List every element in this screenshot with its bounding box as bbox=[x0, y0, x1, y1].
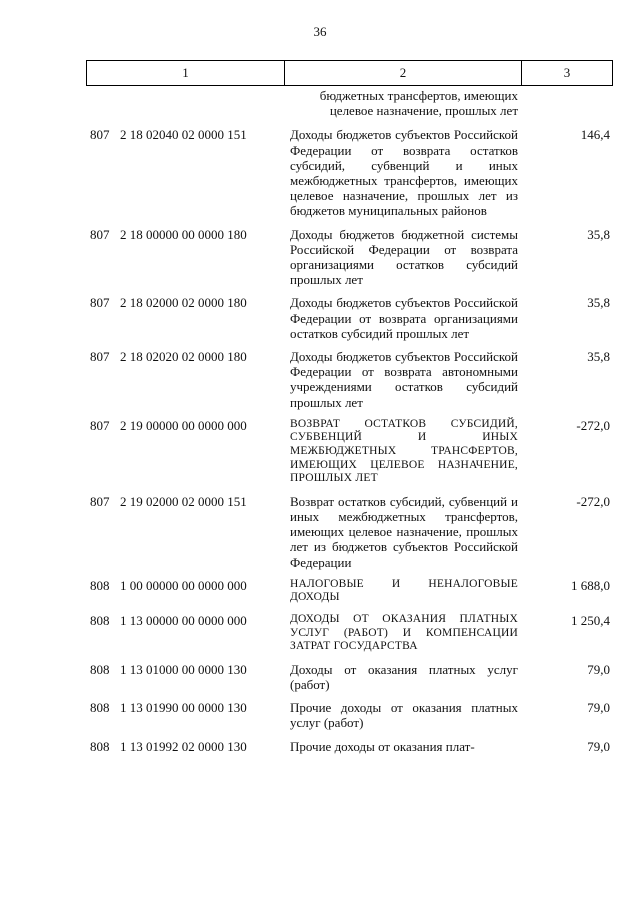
table-header bbox=[86, 60, 613, 86]
table-row bbox=[0, 494, 640, 570]
admin-code: 807 bbox=[90, 295, 110, 311]
header-col-1: 1 bbox=[87, 61, 285, 85]
row-value: 35,8 bbox=[587, 349, 610, 365]
row-name: Доходы бюджетов субъектов Российской Федерации от возврата остатков субсидий, субвенций и иных межбюджетных трансфертов, имеющих целевое назначение, прошлых лет из бюджетов муниципальных районов bbox=[290, 127, 518, 219]
admin-code: 808 bbox=[90, 700, 110, 716]
row-value: 35,8 bbox=[587, 295, 610, 311]
row-value: 79,0 bbox=[587, 738, 610, 754]
table-row bbox=[0, 613, 640, 654]
row-value: 1 688,0 bbox=[571, 577, 610, 593]
admin-code: 808 bbox=[90, 613, 110, 629]
admin-code: 807 bbox=[90, 417, 110, 433]
row-name: ВОЗВРАТ ОСТАТКОВ СУБСИДИЙ, СУБВЕНЦИЙ И ИНЫХ МЕЖБЮДЖЕТНЫХ ТРАНСФЕРТОВ, ИМЕЮЩИХ ЦЕЛЕВОЕ НАЗНАЧЕНИЕ, ПРОШЛЫХ ЛЕТ bbox=[290, 417, 518, 485]
budget-code: 1 13 01990 00 0000 130 bbox=[120, 700, 247, 716]
page-number: 36 bbox=[313, 24, 327, 39]
table-row-continuation bbox=[0, 88, 640, 118]
budget-code bbox=[120, 88, 290, 118]
table-body bbox=[0, 88, 640, 762]
admin-code: 808 bbox=[90, 577, 110, 593]
budget-code: 1 13 01000 00 0000 130 bbox=[120, 661, 247, 677]
row-name: Прочие доходы от оказания платных услуг (работ) bbox=[290, 700, 518, 731]
row-name: Доходы бюджетов субъектов Российской Федерации от возврата организациями остатков субсидий прошлых лет bbox=[290, 295, 518, 341]
row-name: Доходы от оказания платных услуг (работ) bbox=[290, 661, 518, 693]
header-col-2: 2 bbox=[285, 61, 522, 85]
admin-code: 808 bbox=[90, 738, 110, 754]
table-row bbox=[0, 662, 640, 692]
table-row bbox=[0, 349, 640, 410]
row-value: 146,4 bbox=[580, 127, 610, 143]
row-name: бюджетных трансфертов, имеющих целевое назначение, прошлых лет bbox=[319, 88, 518, 119]
budget-code: 1 00 00000 00 0000 000 bbox=[120, 577, 247, 593]
row-value: 1 250,4 bbox=[571, 613, 610, 629]
table-row bbox=[0, 227, 640, 288]
row-name: Доходы бюджетов субъектов Российской Федерации от возврата автономными учреждениями остатков субсидий прошлых лет bbox=[290, 349, 518, 410]
admin-code: 807 bbox=[90, 493, 110, 509]
row-name: Возврат остатков субсидий, субвенций и иных межбюджетных трансфертов, имеющих целевое назначение, прошлых лет из бюджетов субъектов Российской Федерации bbox=[290, 493, 518, 570]
budget-code: 2 18 02000 02 0000 180 bbox=[120, 295, 247, 311]
budget-code: 2 18 00000 00 0000 180 bbox=[120, 226, 247, 242]
row-name: ДОХОДЫ ОТ ОКАЗАНИЯ ПЛАТНЫХ УСЛУГ (РАБОТ) И КОМПЕНСАЦИИ ЗАТРАТ ГОСУДАРСТВА bbox=[290, 613, 518, 653]
admin-code: 807 bbox=[90, 226, 110, 242]
admin-code: 808 bbox=[90, 661, 110, 677]
row-value bbox=[518, 88, 610, 118]
row-name: НАЛОГОВЫЕ И НЕНАЛОГОВЫЕ ДОХОДЫ bbox=[290, 577, 518, 604]
admin-code: 807 bbox=[90, 127, 110, 143]
row-name: Прочие доходы от оказания плат- bbox=[290, 738, 475, 754]
budget-code: 2 18 02020 02 0000 180 bbox=[120, 349, 247, 365]
row-value: 35,8 bbox=[587, 226, 610, 242]
table-row bbox=[0, 700, 640, 730]
row-name: Доходы бюджетов бюджетной системы Российской Федерации от возврата организациями остатков субсидий прошлых лет bbox=[290, 226, 518, 288]
admin-code bbox=[90, 88, 120, 118]
row-value: -272,0 bbox=[576, 493, 610, 509]
row-value: 79,0 bbox=[587, 661, 610, 677]
budget-code: 2 19 02000 02 0000 151 bbox=[120, 493, 247, 509]
table-row bbox=[0, 578, 640, 605]
row-value: -272,0 bbox=[576, 417, 610, 433]
table-row bbox=[0, 739, 640, 754]
header-col-3: 3 bbox=[563, 65, 571, 80]
budget-code: 2 18 02040 02 0000 151 bbox=[120, 127, 247, 143]
budget-code: 2 19 00000 00 0000 000 bbox=[120, 417, 247, 433]
row-value: 79,0 bbox=[587, 700, 610, 716]
table-row bbox=[0, 295, 640, 341]
admin-code: 807 bbox=[90, 349, 110, 365]
table-row bbox=[0, 127, 640, 218]
budget-code: 1 13 01992 02 0000 130 bbox=[120, 738, 247, 754]
table-row bbox=[0, 418, 640, 486]
budget-code: 1 13 00000 00 0000 000 bbox=[120, 613, 247, 629]
